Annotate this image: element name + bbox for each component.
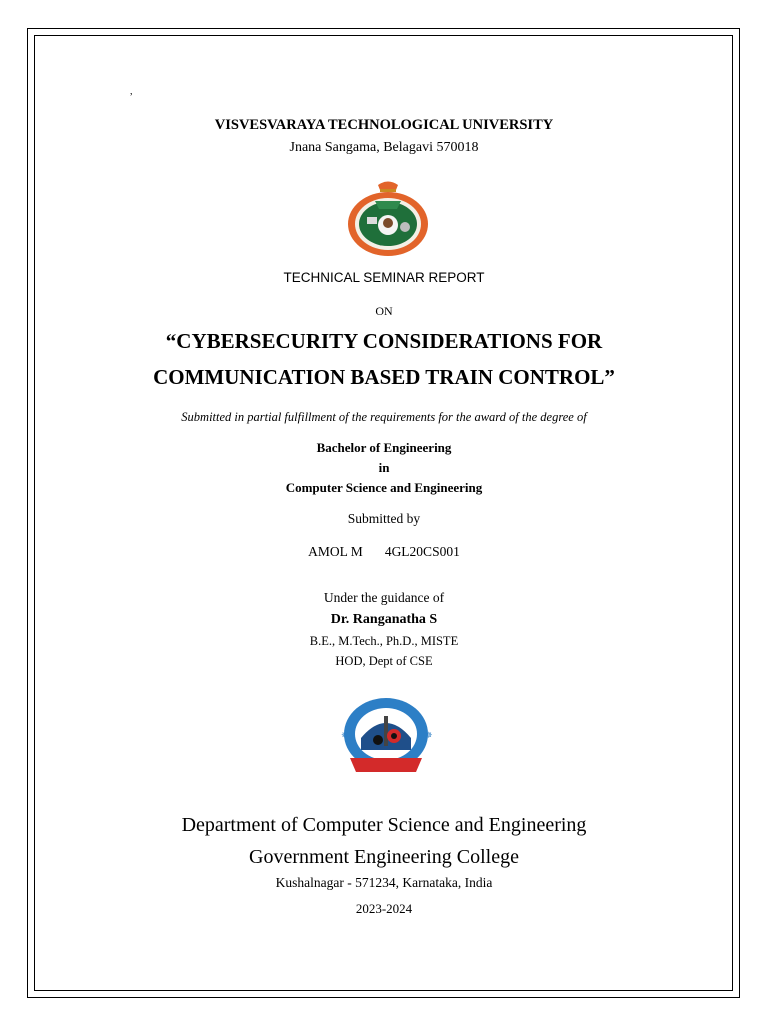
guide-name: Dr. Ranganatha S [330, 612, 438, 627]
report-type: TECHNICAL SEMINAR REPORT [283, 270, 485, 285]
college-location: Kushalnagar - 571234, Karnataka, India [275, 875, 493, 890]
university-name: VISVESVARAYA TECHNOLOGICAL UNIVERSITY [214, 117, 554, 133]
vtu-logo [345, 179, 431, 259]
university-address: Jnana Sangama, Belagavi 570018 [289, 140, 479, 155]
submitted-by-label: Submitted by [347, 511, 421, 526]
guide-qualifications: B.E., M.Tech., Ph.D., MISTE [309, 634, 459, 648]
college-name: Government Engineering College [249, 846, 519, 868]
report-title-line-2: COMMUNICATION BASED TRAIN CONTROL” [153, 365, 615, 389]
department-name: Department of Computer Science and Engineering [181, 814, 587, 836]
guide-position: HOD, Dept of CSE [335, 654, 433, 668]
degree-branch: Computer Science and Engineering [285, 480, 483, 495]
degree-name: Bachelor of Engineering [316, 440, 452, 455]
vtu-crest-icon [378, 182, 398, 193]
svg-text:✵: ✵ [425, 730, 433, 740]
stray-mark: , [130, 86, 133, 97]
submission-note: Submitted in partial fulfillment of the requirements for the award of the degree of [181, 410, 587, 424]
svg-text:✵: ✵ [341, 730, 349, 740]
student-name: AMOL M [308, 544, 363, 559]
report-title-line-1: “CYBERSECURITY CONSIDERATIONS FOR [165, 329, 603, 353]
on-label: ON [375, 304, 393, 318]
degree-in: in [378, 460, 390, 475]
gec-logo [330, 694, 442, 778]
guidance-label: Under the guidance of [323, 590, 445, 605]
student-row [0, 544, 768, 560]
academic-year: 2023-2024 [355, 901, 413, 916]
student-usn: 4GL20CS001 [384, 544, 460, 559]
